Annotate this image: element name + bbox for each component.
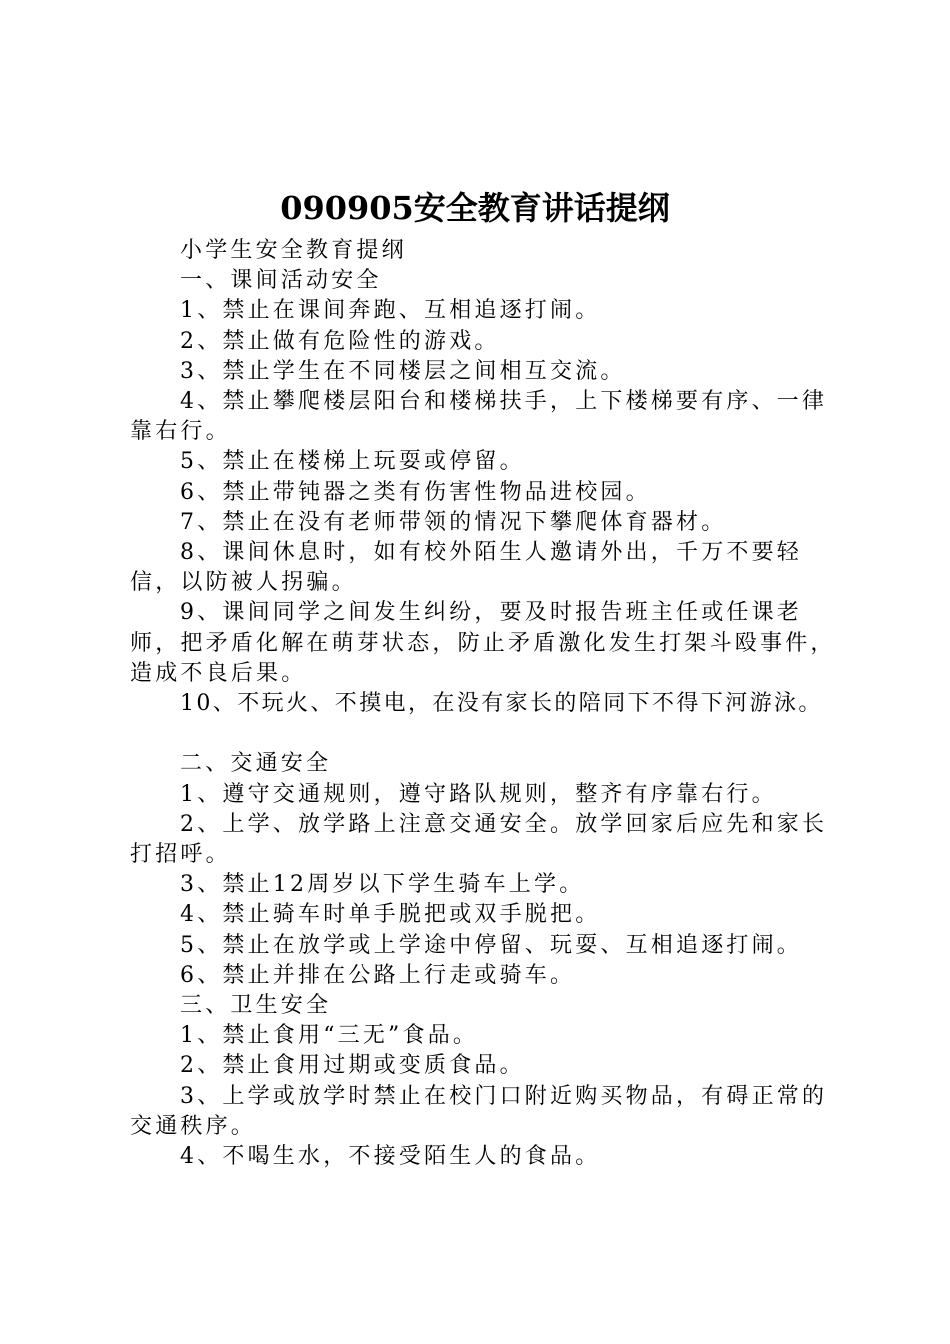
document-subtitle: 小学生安全教育提纲 [180, 238, 407, 263]
list-item: 5、禁止在放学或上学途中停留、玩耍、互相追逐打闹。 [180, 932, 802, 958]
list-item: 1、禁止在课间奔跑、互相追逐打闹。 [180, 298, 601, 324]
list-item: 3、禁止12周岁以下学生骑车上学。 [180, 872, 585, 898]
list-item: 4、不喝生水，不接受陌生人的食品。 [180, 1144, 601, 1170]
list-item: 6、禁止带钝器之类有伤害性物品进校园。 [180, 479, 651, 505]
list-item: 5、禁止在楼梯上玩耍或停留。 [180, 449, 525, 475]
list-item: 2、上学、放学路上注意交通安全。放学回家后应先和家长打招呼。 [130, 811, 828, 868]
section-heading-traffic: 二、交通安全 [180, 751, 332, 777]
list-item: 6、禁止并排在公路上行走或骑车。 [180, 962, 576, 988]
document-title: 090905安全教育讲话提纲 [280, 189, 670, 227]
list-item: 2、禁止做有危险性的游戏。 [180, 328, 500, 354]
list-item: 2、禁止食用过期或变质食品。 [180, 1053, 525, 1079]
list-item: 7、禁止在没有老师带领的情况下攀爬体育器材。 [180, 509, 727, 535]
section-heading-break-activity: 一、课间活动安全 [180, 268, 382, 294]
list-item: 3、上学或放学时禁止在校门口附近购买物品，有碍正常的交通秩序。 [130, 1083, 828, 1139]
list-item: 4、禁止攀爬楼层阳台和楼梯扶手，上下楼梯要有序、一律靠右行。 [130, 389, 828, 445]
list-item: 9、课间同学之间发生纠纷，要及时报告班主任或任课老师，把矛盾化解在萌芽状态，防止矛盾激化发生打架斗殴事件，造成不良后果。 [130, 600, 836, 686]
list-item: 1、遵守交通规则，遵守路队规则，整齐有序靠右行。 [180, 781, 777, 807]
list-item: 4、禁止骑车时单手脱把或双手脱把。 [180, 902, 601, 928]
list-item: 1、禁止食用“三无”食品。 [180, 1023, 479, 1049]
list-item: 10、不玩火、不摸电，在没有家长的陪同下不得下河游泳。 [180, 691, 823, 717]
list-item: 8、课间休息时，如有校外陌生人邀请外出，千万不要轻信，以防被人拐骗。 [130, 540, 802, 596]
section-heading-hygiene: 三、卫生安全 [180, 993, 332, 1019]
document-body [130, 236, 842, 1172]
list-item: 3、禁止学生在不同楼层之间相互交流。 [180, 358, 626, 384]
paragraph-spacer [130, 719, 842, 749]
